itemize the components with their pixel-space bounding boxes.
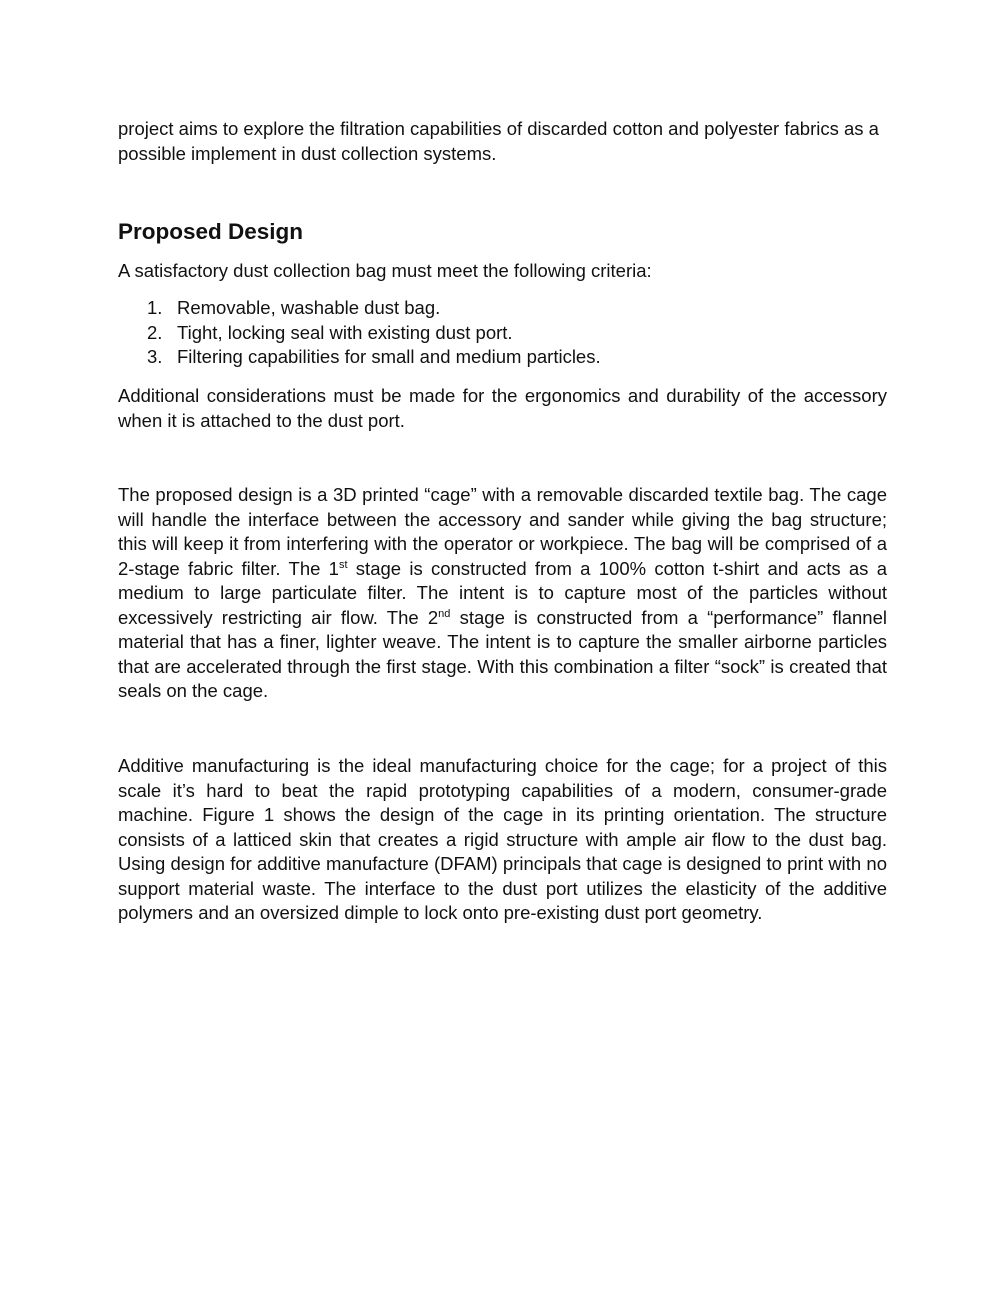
considerations-paragraph: Additional considerations must be made for the ergonomics and durability of the accessory when it is attached to the dust port. bbox=[118, 385, 887, 431]
list-item bbox=[118, 321, 887, 346]
document-page bbox=[118, 117, 887, 923]
superscript-nd: nd bbox=[438, 607, 451, 620]
list-item-number: 2. bbox=[147, 321, 163, 343]
list-item bbox=[118, 296, 887, 321]
list-item-number: 1. bbox=[147, 297, 163, 318]
design-text-part3: stage is constructed from a “performance” flannel material that has a finer, lighter weave. The intent is to capture the smaller airborne particles that are accelerated through the first stage. With this combination a filter “sock” is created that seals on the cage. bbox=[118, 606, 887, 701]
criteria-list bbox=[118, 296, 887, 370]
criteria-intro-paragraph: A satisfactory dust collection bag must meet the following criteria: bbox=[118, 260, 652, 281]
list-item-number: 3. bbox=[147, 346, 163, 367]
design-text-part1: The proposed design is a 3D printed “cage” with a removable discarded textile bag. The cage will handle the interface between the accessory and sander while giving the bag structure; this will keep it from interfering with the operator or workpiece. The bag will be comprised of a 2-stage fabric filter. The 1 bbox=[118, 484, 887, 579]
list-item-text: Filtering capabilities for small and medium particles. bbox=[177, 346, 601, 367]
intro-paragraph: project aims to explore the filtration capabilities of discarded cotton and polyester fabrics as a possible implement in dust collection systems. bbox=[118, 118, 879, 164]
list-item-text: Tight, locking seal with existing dust port. bbox=[177, 321, 513, 343]
section-heading: Proposed Design bbox=[118, 219, 304, 244]
list-item-text: Removable, washable dust bag. bbox=[177, 297, 441, 318]
list-item bbox=[118, 345, 887, 370]
design-paragraph bbox=[118, 483, 887, 704]
design-text-part2: stage is constructed from a 100% cotton t-shirt and acts as a medium to large particulate filter. The intent is to capture most of the particles without excessively restricting air flow. The 2 bbox=[118, 557, 887, 628]
additive-paragraph: Additive manufacturing is the ideal manufacturing choice for the cage; for a project of this scale it’s hard to beat the rapid prototyping capabilities of a modern, consumer-grade machine. Figure 1 shows the design of the cage in its printing orientation. The structure consists of a latticed skin that creates a rigid structure with ample air flow to the dust bag. Using design for additive manufacture (DFAM) principals that cage is designed to print with no support material waste. The interface to the dust port utilizes the elasticity of the additive polymers and an oversized dimple to lock onto pre-existing dust port geometry. bbox=[118, 755, 887, 923]
superscript-st: st bbox=[338, 558, 348, 571]
